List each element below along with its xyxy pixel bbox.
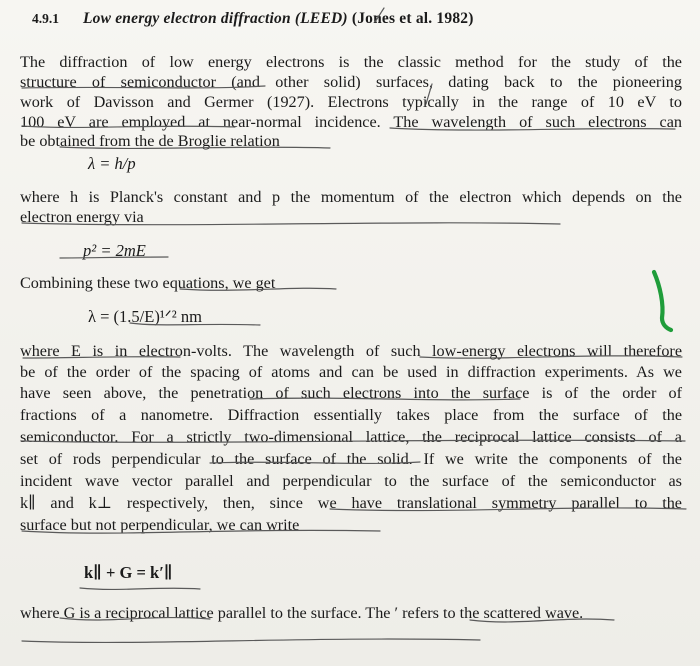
section-number: 4.9.1	[32, 11, 59, 26]
section-title	[83, 10, 474, 28]
equation-momentum-energy: p² = 2mE	[83, 241, 146, 260]
equation-momentum-conservation: k∥ + G = k′∥	[84, 563, 173, 582]
paragraph-5-line: where G is a reciprocal lattice parallel to the surface. The ′ refers to the scattered wave.	[20, 604, 584, 622]
equation-wavelength: λ = (1.5/E)¹ᐟ² nm	[88, 307, 202, 326]
paragraph-1-line: be obtained from the de Broglie relation	[20, 132, 280, 150]
paragraph-1-line: 100 eV are employed at near-normal incidence. The wavelength of such electrons can	[20, 113, 682, 131]
paragraph-4-line: semiconductor. For a strictly two-dimensional lattice, the reciprocal lattice consists of a	[20, 428, 682, 446]
equation-de-broglie: λ = h/p	[88, 154, 136, 173]
paragraph-1-line: structure of semiconductor (and other solid) surfaces, dating back to the pioneering	[20, 73, 682, 91]
paragraph-3-line: Combining these two equations, we get	[20, 274, 276, 292]
paragraph-4-line: fractions of a nanometre. Diffraction essentially takes place from the surface of the	[20, 406, 682, 424]
section-heading	[32, 10, 682, 28]
paragraph-4-line: surface but not perpendicular, we can write	[20, 516, 300, 534]
paragraph-4-line: have seen above, the penetration of such electrons into the surface is of the order of	[20, 384, 682, 402]
section-title-text: Low energy electron diffraction (LEED)	[83, 10, 348, 27]
section-citation: (Jones et al. 1982)	[351, 10, 474, 27]
margin-check-mark	[648, 266, 678, 336]
paragraph-2-line: electron energy via	[20, 208, 144, 226]
paragraph-4-line: where E is in electron-volts. The wavelength of such low-energy electrons will therefore	[20, 342, 682, 360]
paragraph-2-line: where h is Planck's constant and p the momentum of the electron which depends on the	[20, 188, 682, 206]
paragraph-1-line: work of Davisson and Germer (1927). Electrons typically in the range of 10 eV to	[20, 93, 682, 111]
paragraph-4-line: be of the order of the spacing of atoms and can be used in diffraction experiments. As we	[20, 363, 682, 381]
paragraph-1-line: The diffraction of low energy electrons is the classic method for the study of the	[20, 53, 682, 71]
paragraph-4-line: k∥ and k⊥ respectively, then, since we have translational symmetry parallel to the	[20, 494, 682, 512]
paragraph-4-line: set of rods perpendicular to the surface of the solid. If we write the components of the	[20, 450, 682, 468]
paragraph-4-line: incident wave vector parallel and perpendicular to the surface of the semiconductor as	[20, 472, 682, 490]
